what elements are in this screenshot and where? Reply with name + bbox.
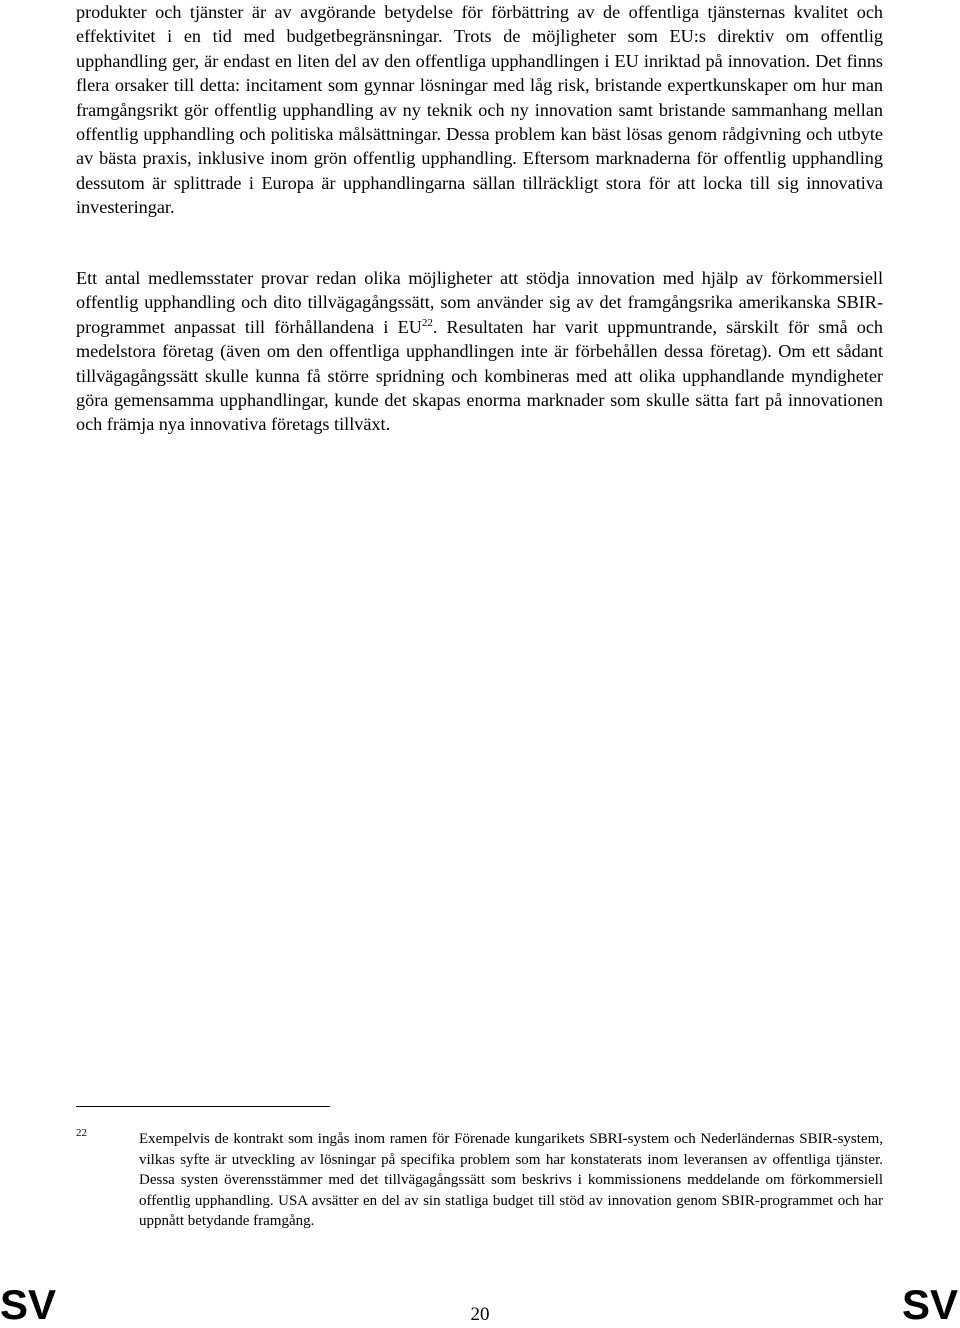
footer-language-left: SV [0, 1281, 57, 1328]
body-paragraph-2 [76, 266, 883, 437]
body-paragraph-2-text-a: Ett antal medlemsstater provar redan olika möjligheter att stödja innovation med hjälp av förkommersiell offentlig upphandling och dito tillvägagångssätt, som använder sig av det framgångsrika amerikanska SBIR-programmet anpassat till förhållandena i EU [76, 268, 883, 337]
footnote-number: 22 [76, 1127, 87, 1139]
page-number: 20 [470, 1304, 490, 1325]
footnote-text: Exempelvis de kontrakt som ingås inom ramen för Förenade kungarikets SBRI-system och Nederländernas SBIR-system, vilkas syfte är utveckling av lösningar på specifika problem som har konstaterats inom leveransen av offentliga tjänster. Dessa systen överensstämmer med det tillvägagångssätt som beskrivs i kommissionens meddelande om förkommersiell offentlig upphandling. USA avsätter en del av sin statliga budget till stöd av innovation genom SBIR-programmet och har uppnått betydande framgång. [139, 1131, 883, 1230]
body-paragraph-2-text-b: . Resultaten har varit uppmuntrande, särskilt för små och medelstora företag (även om den offentliga upphandlingen inte är förbehållen dessa företag). Om ett sådant tillvägagångssätt skulle kunna få större spridning och kombineras med att olika upphandlande myndigheter göra gemensamma upphandlingar, kunde det skapas enorma marknader som skulle sätta fart på innovationen och främja nya innovativa företags tillväxt. [76, 316, 883, 435]
footnote-reference[interactable]: 22 [421, 316, 433, 329]
footnote-separator [76, 1106, 330, 1107]
footer-language-right: SV [901, 1281, 958, 1328]
body-paragraph-1: produkter och tjänster är av avgörande betydelse för förbättring av de offentliga tjänsternas kvalitet och effektivitet i en tid med budgetbegränsningar. Trots de möjligheter som EU:s direktiv om offentlig upphandling ger, är endast en liten del av den offentliga upphandlingen i EU inriktad på innovation. Det finns flera orsaker till detta: incitament som gynnar lösningar med låg risk, bristande expertkunskaper om hur man framgångsrikt gör offentlig upphandling av ny teknik och ny innovation samt bristande sammanhang mellan offentlig upphandling och politiska målsättningar. Dessa problem kan bäst lösas genom rådgivning och utbyte av bästa praxis, inklusive inom grön offentlig upphandling. Eftersom marknaderna för offentlig upphandling dessutom är splittrade i Europa är upphandlingarna sällan tillräckligt stora för att locka till sig innovativa investeringar. [76, 2, 883, 218]
